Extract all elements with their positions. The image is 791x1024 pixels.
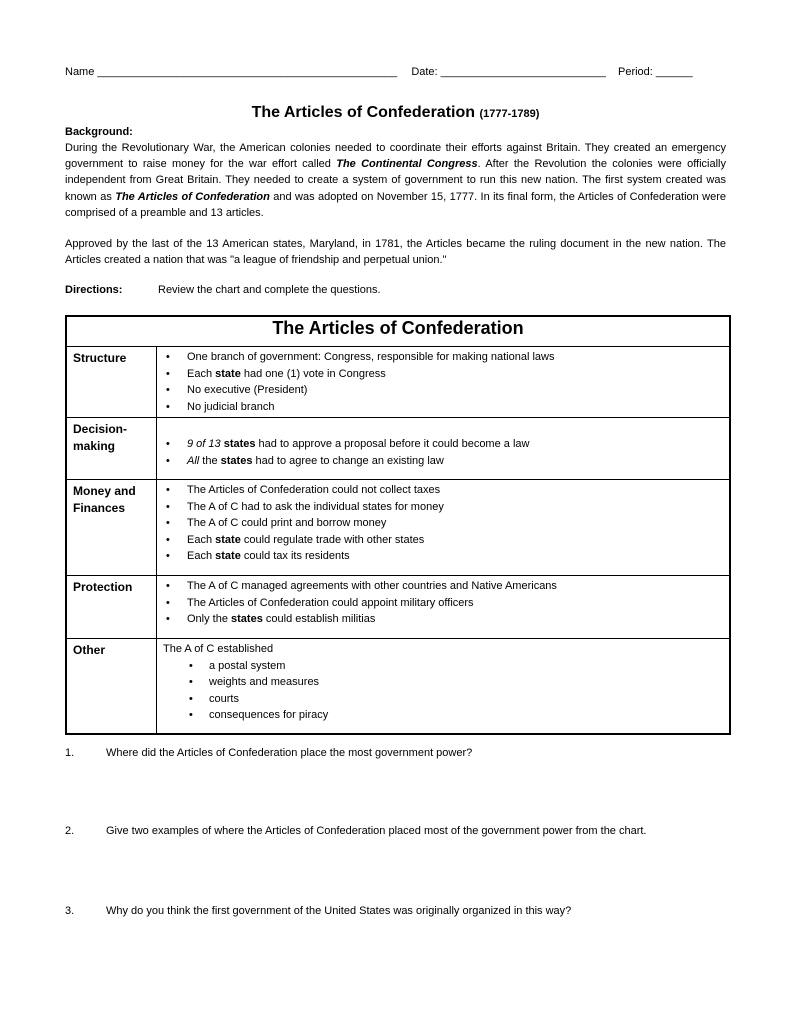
background-paragraph-2: Approved by the last of the 13 American states, Maryland, in 1781, the Articles became the ruling document in the new nation. The Articles created a nation that was "a league of friendship and perpetual union."	[65, 238, 726, 267]
structure-cell	[157, 347, 731, 418]
student-info-header	[65, 66, 693, 78]
list-item: • Each state could regulate trade with other states	[163, 532, 723, 549]
period-label: Period:	[617, 66, 653, 78]
other-cell	[157, 639, 731, 734]
articles-chart	[65, 315, 731, 735]
list-item: • All the states had to agree to change an existing law	[163, 453, 723, 470]
list-item: • No executive (President)	[163, 382, 723, 399]
bg-text-b: . After the Revolution the colonies were officially independent from Great Britain. They needed to create a system of government to run this new nation. The first system created was known as	[65, 158, 726, 203]
table-row	[66, 639, 730, 734]
name-blank[interactable]: _________________________________________________	[97, 66, 398, 78]
chart-title-row	[66, 316, 730, 347]
list-item: • The A of C had to ask the individual states for money	[163, 499, 723, 516]
bg-text-c: and was adopted on November 15, 1777. In its final form, the Articles of Confederation were comprised of a preamble and 13 articles.	[65, 190, 726, 219]
list-item: • Only the states could establish militias	[163, 611, 723, 628]
list-item: • Each state could tax its residents	[163, 548, 723, 565]
list-item: • a postal system	[163, 658, 723, 675]
category-structure: Structure	[66, 347, 157, 418]
protection-cell	[157, 576, 731, 639]
list-item: • courts	[163, 691, 723, 708]
list-item: • The Articles of Confederation could not collect taxes	[163, 482, 723, 499]
background-paragraph-1	[65, 140, 726, 221]
continental-congress-term: The Continental Congress	[336, 158, 478, 171]
question-number: 1.	[65, 747, 75, 759]
question-text: Why do you think the first government of the United States was originally organized in this way?	[106, 905, 572, 917]
background-label: Background:	[65, 126, 133, 138]
category-decision-making: Decision- making	[66, 418, 157, 480]
question-3	[65, 905, 571, 917]
directions-label: Directions:	[65, 284, 123, 296]
list-item: • The A of C could print and borrow money	[163, 515, 723, 532]
other-intro: The A of C established	[163, 643, 274, 655]
money-cell	[157, 480, 731, 576]
page-title-years: (1777-1789)	[479, 108, 540, 120]
question-text: Give two examples of where the Articles of Confederation placed most of the government power from the chart.	[106, 825, 647, 837]
list-item: • The A of C managed agreements with other countries and Native Americans	[163, 578, 723, 595]
category-other: Other	[66, 639, 157, 734]
date-blank[interactable]: ___________________________	[440, 66, 606, 78]
table-row	[66, 418, 730, 480]
name-label: Name	[65, 66, 95, 78]
question-2	[65, 825, 647, 837]
directions	[65, 284, 381, 296]
list-item: • No judicial branch	[163, 399, 723, 416]
page-title-main: The Articles of Confederation	[251, 104, 476, 121]
table-row	[66, 347, 730, 418]
list-item: • 9 of 13 states had to approve a proposal before it could become a law	[163, 436, 723, 453]
question-1	[65, 747, 472, 759]
chart-title: The Articles of Confederation	[66, 316, 730, 347]
list-item: • weights and measures	[163, 674, 723, 691]
list-item: • One branch of government: Congress, responsible for making national laws	[163, 349, 723, 366]
articles-term: The Articles of Confederation	[115, 190, 270, 203]
decision-cell	[157, 418, 731, 480]
table-row	[66, 480, 730, 576]
bg-text-a: During the Revolutionary War, the American colonies needed to coordinate their efforts against Britain. They created an emergency government to raise money for the war effort called	[65, 142, 726, 171]
table-row	[66, 576, 730, 639]
category-protection: Protection	[66, 576, 157, 639]
question-number: 2.	[65, 825, 75, 837]
page-title	[0, 104, 791, 122]
date-label: Date:	[411, 66, 438, 78]
list-item: • consequences for piracy	[163, 707, 723, 724]
question-text: Where did the Articles of Confederation place the most government power?	[106, 747, 473, 759]
directions-text: Review the chart and complete the questions.	[158, 284, 381, 296]
list-item: • The Articles of Confederation could appoint military officers	[163, 595, 723, 612]
list-item: • Each state had one (1) vote in Congress	[163, 366, 723, 383]
period-blank[interactable]: ______	[655, 66, 693, 78]
question-number: 3.	[65, 905, 75, 917]
category-money-finances: Money and Finances	[66, 480, 157, 576]
